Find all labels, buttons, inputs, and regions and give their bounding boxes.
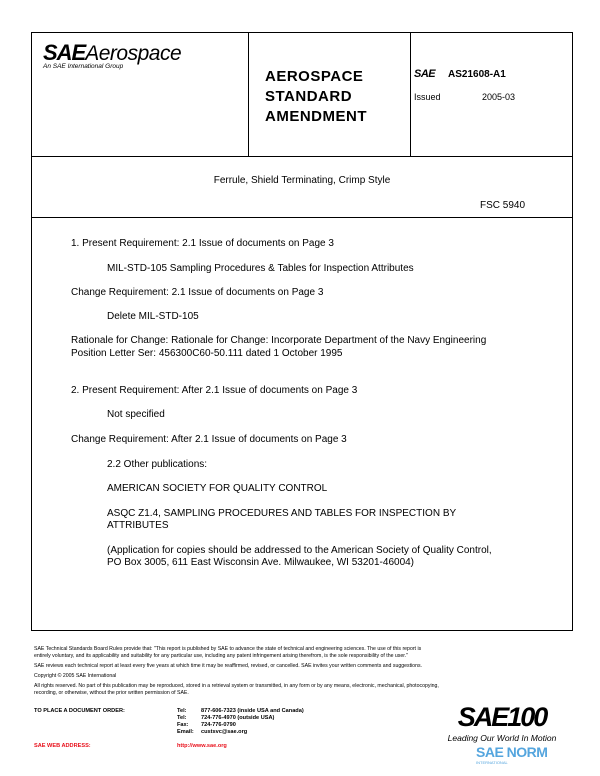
order-contacts [177, 708, 337, 736]
doc-number-row [414, 68, 569, 82]
item2-present-detail: Not specified [107, 409, 165, 420]
watermark-logo [476, 744, 576, 774]
order-label: TO PLACE A DOCUMENT ORDER: [34, 708, 125, 714]
document-title: Ferrule, Shield Terminating, Crimp Style [213, 175, 391, 186]
contact-row [177, 722, 337, 729]
footer-policy [34, 646, 574, 697]
logo-brand: SAE [43, 40, 86, 65]
watermark-brand: SAE NORM [476, 744, 548, 760]
web-url[interactable]: http://www.sae.org [177, 743, 227, 749]
contact-value: custsvc@sae.org [201, 729, 248, 735]
document-type-title [265, 67, 405, 127]
header-divider-left [248, 32, 249, 157]
item1-change: Change Requirement: 2.1 Issue of documents on Page 3 [71, 287, 324, 298]
item2-asqc-line2: ATTRIBUTES [107, 520, 169, 531]
item1-rationale-line1: Rationale for Change: Rationale for Change: Incorporate Department of the Navy Engineering [71, 335, 487, 346]
contact-row [177, 708, 337, 715]
header-divider-right [410, 32, 411, 157]
fsc-code: FSC 5940 [480, 200, 526, 211]
rights-line-1: All rights reserved. No part of this publication may be reproduced, stored in a retrieval system or transmitted, in any form or by any means, electronic, mechanical, photocopying, [34, 683, 439, 689]
contact-row [177, 715, 337, 722]
issued-label: Issued [414, 92, 441, 102]
contact-value: 724-776-4970 (outside USA) [201, 715, 275, 721]
doc-number: AS21608-A1 [448, 69, 506, 80]
policy-line-2: entirely voluntary, and its applicability and suitability for any particular use, including any patent infringement arising therefrom, is the sole responsibility of the user." [34, 653, 408, 659]
contact-row [177, 729, 337, 736]
contact-value: 724-776-0790 [201, 722, 236, 728]
contact-label: Fax: [177, 722, 189, 728]
rights-line-2: recording, or otherwise, without the prior written permission of SAE. [34, 690, 189, 696]
item1-present-detail: MIL-STD-105 Sampling Procedures & Tables for Inspection Attributes [107, 263, 414, 274]
item2-application-line2: PO Box 3005, 611 East Wisconsin Ave. Milwaukee, WI 53201-46004) [107, 557, 415, 568]
item2-application-line1: (Application for copies should be addressed to the American Society of Quality Control, [107, 545, 492, 556]
contact-label: Tel: [177, 708, 187, 714]
item2-present: 2. Present Requirement: After 2.1 Issue of documents on Page 3 [71, 385, 358, 396]
item1-present: 1. Present Requirement: 2.1 Issue of documents on Page 3 [71, 238, 334, 249]
item2-organization: AMERICAN SOCIETY FOR QUALITY CONTROL [107, 483, 328, 494]
item2-asqc-line1: ASQC Z1.4, SAMPLING PROCEDURES AND TABLES FOR INSPECTION BY [107, 508, 457, 519]
web-label: SAE WEB ADDRESS: [34, 743, 91, 749]
contact-label: Email: [177, 729, 194, 735]
item2-change: Change Requirement: After 2.1 Issue of documents on Page 3 [71, 434, 347, 445]
sae-aerospace-logo [43, 40, 243, 80]
copyright: Copyright © 2005 SAE International [34, 673, 117, 679]
sae-100-logo [432, 702, 572, 746]
watermark-small: INTERNATIONAL [476, 760, 508, 765]
title-line-3: AMENDMENT [265, 108, 367, 125]
item2-subsection: 2.2 Other publications: [107, 459, 208, 470]
title-line-2: STANDARD [265, 88, 353, 105]
policy-line-3: SAE reviews each technical report at least every five years at which time it may be reaffirmed, revised, or cancelled. SAE invites your written comments and suggestions. [34, 663, 422, 669]
sae100-wordmark: SAE100 [457, 702, 547, 732]
logo-product: Aerospace [85, 42, 182, 65]
contact-value: 877-606-7323 (inside USA and Canada) [201, 708, 304, 714]
title-line-1: AEROSPACE [265, 68, 364, 85]
sae-mark-icon: SAE [414, 68, 436, 80]
issued-date: 2005-03 [482, 92, 516, 102]
item1-rationale-line2: Position Letter Ser: 456300C60-50.111 dated 1 October 1995 [71, 348, 343, 359]
item1-change-detail: Delete MIL-STD-105 [107, 311, 199, 322]
policy-line-1: SAE Technical Standards Board Rules provide that: "This report is published by SAE to advance the state of technical and engineering sciences. The use of this report is [34, 646, 422, 652]
logo-tagline: An SAE International Group [43, 63, 124, 70]
sae100-slogan: Leading Our World In Motion [447, 733, 557, 743]
contact-label: Tel: [177, 715, 187, 721]
